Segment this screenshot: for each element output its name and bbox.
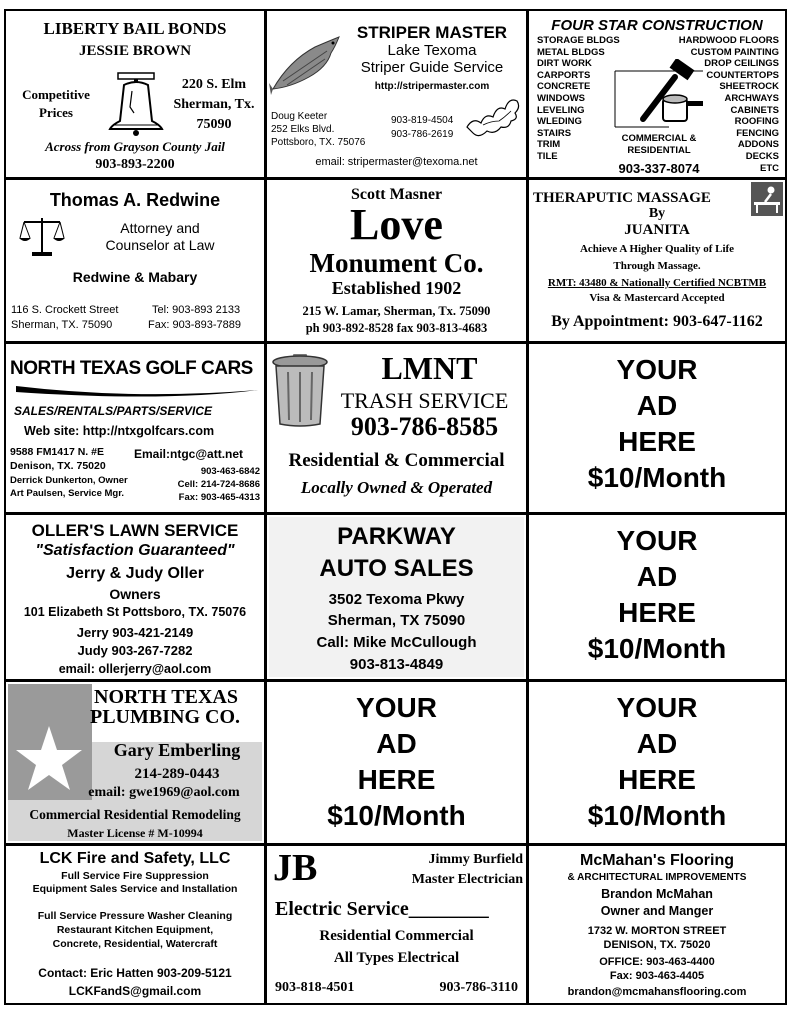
phone: Jerry 903-421-2149 [76,625,194,640]
service-item: ROOFING [734,116,779,128]
phone: 903-786-3110 [439,980,518,995]
license: Master License # M-10994 [67,826,203,840]
ad-title: LCK Fire and Safety, LLC [39,850,231,867]
your-ad-line: YOUR [356,692,437,723]
ad-grid [4,9,787,1005]
ad-placeholder-your-ad [527,513,787,681]
email[interactable]: email: ollerjerry@aol.com [58,662,212,676]
service-item: DIRT WORK [537,58,592,70]
owner-name: Gary Emberling [113,740,241,760]
ad-title-line: PLUMBING CO. [90,706,240,728]
established: Established 1902 [331,278,462,298]
electrician-title: Master Electrician [411,872,523,887]
ad-title: Thomas A. Redwine [49,190,221,210]
phone: 903-337-8074 [618,161,700,176]
your-ad-line: HERE [357,764,436,795]
email[interactable]: Email:ntgc@att.net [134,447,244,461]
tagline: COMMERCIAL & [621,133,697,144]
address-city: Sherman, TX. 75090 [11,319,113,331]
ad-title: Electric Service________ [275,898,489,920]
your-ad-price: $10/Month [587,462,727,493]
email[interactable]: email: gwe1969@aol.com [88,785,240,800]
service-item: CABINETS [730,104,779,116]
pitch-line: Competitive [22,87,90,102]
service-type: Residential Commercial [319,928,474,944]
ad-redwine-attorney [4,178,266,343]
service-item: SHEETROCK [719,81,779,93]
subtitle-line: Lake Texoma [387,42,477,59]
service-line: Equipment Sales Service and Installation [32,883,238,895]
tagline: RESIDENTIAL [627,145,691,156]
ad-mcmahans-flooring [527,844,787,1005]
service-item: TRIM [537,139,561,151]
service-item: HARDWOOD FLOORS [678,35,779,46]
address-street: 9588 FM1417 N. #E [10,446,104,458]
ad-theraputic-massage [527,178,787,343]
certification: RMT: 43480 & Nationally Certified NCBTMB [547,277,767,289]
contact: Contact: Eric Hatten 903-209-5121 [38,966,232,980]
ad-title: PARKWAY [337,523,456,550]
your-ad-line: YOUR [616,354,698,385]
subtitle-line: Striper Guide Service [360,59,504,76]
ad-title: LMNT [381,350,478,386]
your-ad-price: $10/Month [587,633,727,664]
address: 215 W. Lamar, Sherman, Tx. 75090 [302,304,491,318]
manager-name: Art Paulsen, Service Mgr. [10,488,125,499]
liberty-bell-icon [104,69,168,137]
your-ad-text [529,690,785,834]
service-item: CONCRETE [537,81,591,93]
phone: Judy 903-267-7282 [77,643,193,658]
phone: 903-819-4504 [391,115,454,126]
address-city: DENISON, TX. 75020 [603,939,711,951]
address-street: 220 S. Elm [181,77,247,92]
ad-placeholder-your-ad [527,680,787,845]
service-item: STAIRS [537,127,572,139]
ad-title: NORTH TEXAS [94,686,238,708]
address-street: 1732 W. MORTON STREET [587,925,727,937]
service-item: WLEDING [537,116,582,128]
your-ad-line: HERE [618,597,696,628]
cell-phone: Cell: 214-724-8686 [177,479,260,490]
services: Commercial Residential Remodeling [29,807,241,822]
email[interactable]: brandon@mcmahansflooring.com [567,986,747,998]
ad-north-texas-plumbing [4,680,266,845]
address-street: 252 Elks Blvd. [271,124,335,135]
pitch-line: Prices [39,105,73,120]
your-ad-line: AD [636,728,678,759]
slogan-line: Through Massage. [613,260,701,272]
address: 101 Elizabeth St Pottsboro, TX. 75076 [23,605,247,619]
ad-title-line: AUTO SALES [319,555,474,582]
subtitle: & ARCHITECTURAL IMPROVEMENTS [567,872,747,883]
fax: Fax: 903-465-4313 [178,492,260,503]
address-city: Sherman, Tx. [173,97,255,112]
tagline: Locally Owned & Operated [300,478,493,497]
ad-title: NORTH TEXAS GOLF CARS [10,358,253,379]
email[interactable]: email: stripermaster@texoma.net [315,156,478,168]
location-note: Across from Grayson County Jail [45,139,225,154]
your-ad-line: HERE [618,426,696,457]
title-line: Attorney and [120,220,200,236]
website-link[interactable]: http://stripermaster.com [374,81,490,92]
swoosh-icon [14,382,260,402]
ad-striper-master [265,9,528,179]
owner-name: Brandon McMahan [601,887,713,901]
ad-lck-fire-and-safety [4,844,266,1005]
service-item: TILE [537,150,558,162]
service-type: Residential & Commercial [288,450,505,471]
owner-name: JESSIE BROWN [78,43,192,59]
address-zip: 75090 [196,117,232,132]
your-ad-text [529,523,785,667]
your-ad-line: YOUR [616,692,698,723]
ad-ollers-lawn-service [4,513,266,681]
star-icon [14,724,84,792]
service-line: Restaurant Kitchen Equipment, [56,924,214,936]
owner-name: Derrick Dunkerton, Owner [10,475,128,486]
service-item: DROP CEILINGS [704,58,779,70]
ad-lmnt-trash-service [265,342,528,514]
service-name: TRASH SERVICE [340,388,509,413]
contact-name: Doug Keeter [271,111,328,122]
ad-title: FOUR STAR CONSTRUCTION [551,17,763,34]
ad-title: OLLER'S LAWN SERVICE [31,521,239,540]
phone: 903-786-2619 [391,129,454,140]
fax: Fax: 903-463-4405 [609,970,705,982]
service-item: ARCHWAYS [724,92,779,104]
ad-four-star-construction [527,9,787,179]
email[interactable]: LCKFandS@gmail.com [68,984,202,998]
service-item: CARPORTS [537,69,591,81]
your-ad-line: AD [636,561,678,592]
address-street: 116 S. Crockett Street [11,304,119,316]
your-ad-price: $10/Month [327,800,466,831]
owner-names: Jerry & Judy Oller [66,565,204,582]
ad-parkway-auto-sales [265,513,528,681]
owners-label: Owners [109,586,161,602]
owner-title: Owner and Manger [600,904,714,918]
phone: Tel: 903-893 2133 [152,304,241,316]
service-line: Concrete, Residential, Watercraft [52,938,218,950]
service-item: COUNTERTOPS [706,69,779,81]
phone: 903-786-8585 [350,412,499,441]
service-line: Full Service Pressure Washer Cleaning [37,910,233,922]
slogan: "Satisfaction Guaranteed" [35,542,235,559]
owner-name: Scott Masner [350,186,443,203]
payment-note: Visa & Mastercard Accepted [589,292,725,304]
fax: Fax: 903-893-7889 [148,319,241,331]
jb-logo: JB [273,847,318,889]
by-label: By [648,206,666,221]
trash-can-icon [271,352,329,428]
ad-jb-electric-service [265,844,528,1005]
your-ad-price: $10/Month [587,800,727,831]
address-street: 3502 Texoma Pkwy [328,591,465,608]
services-line: SALES/RENTALS/PARTS/SERVICE [14,404,213,418]
ad-liberty-bail-bonds [4,9,266,179]
office-phone: OFFICE: 903-463-4400 [599,956,715,968]
practitioner-name: JUANITA [624,222,690,238]
service-item: ETC [760,162,779,174]
phone: By Appointment: 903-647-1162 [551,313,763,330]
ad-title: LIBERTY BAIL BONDS [43,19,227,38]
your-ad-line: HERE [618,764,696,795]
address-city: Denison, TX. 75020 [10,460,106,472]
ad-title: STRIPER MASTER [356,23,508,42]
phone: 903-818-4501 [275,980,355,995]
phone: 903-463-6842 [200,466,260,477]
service-item: METAL BLDGS [537,46,605,58]
service-item: FENCING [736,127,779,139]
phone: 903-893-2200 [95,157,175,172]
your-ad-line: AD [376,728,417,759]
your-ad-line: AD [636,390,678,421]
electrician-name: Jimmy Burfield [428,852,523,867]
service-list-left [537,35,620,163]
ad-placeholder-your-ad [527,342,787,514]
service-item: DECKS [745,150,779,162]
service-item: STORAGE BLDGS [537,35,620,46]
service-line: Full Service Fire Suppression [61,870,209,882]
ad-title: THERAPUTIC MASSAGE [533,190,711,206]
ad-title: McMahan's Flooring [579,852,735,869]
your-ad-line: YOUR [616,525,698,556]
service-item: CUSTOM PAINTING [690,46,779,58]
phone: ph 903-892-8528 fax 903-813-4683 [305,321,488,335]
slogan-line: Achieve A Higher Quality of Life [579,243,735,255]
your-ad-text [529,352,785,496]
ad-love-monument [265,178,528,343]
phone: 214-289-0443 [134,766,220,782]
title-line: Counselor at Law [105,237,215,253]
ad-placeholder-your-ad [265,680,528,845]
phone: 903-813-4849 [349,656,444,673]
tools-icon [613,59,705,129]
service-item: ADDONS [737,139,779,151]
address-city: Sherman, TX 75090 [327,612,466,629]
lake-map-icon [463,87,525,143]
website-link[interactable]: Web site: http://ntxgolfcars.com [24,424,215,438]
firm-name: Redwine & Mabary [72,269,198,285]
ad-title: Love [350,200,443,249]
service-item: WINDOWS [537,92,586,104]
service-type: All Types Electrical [333,950,460,966]
service-item: LEVELING [537,104,585,116]
ad-title-line: Monument Co. [309,248,484,278]
your-ad-text [267,690,526,834]
fish-icon [269,33,349,97]
address-city: Pottsboro, TX. 75076 [271,137,366,148]
contact-name: Call: Mike McCullough [316,634,477,651]
ad-north-texas-golf-cars [4,342,266,514]
